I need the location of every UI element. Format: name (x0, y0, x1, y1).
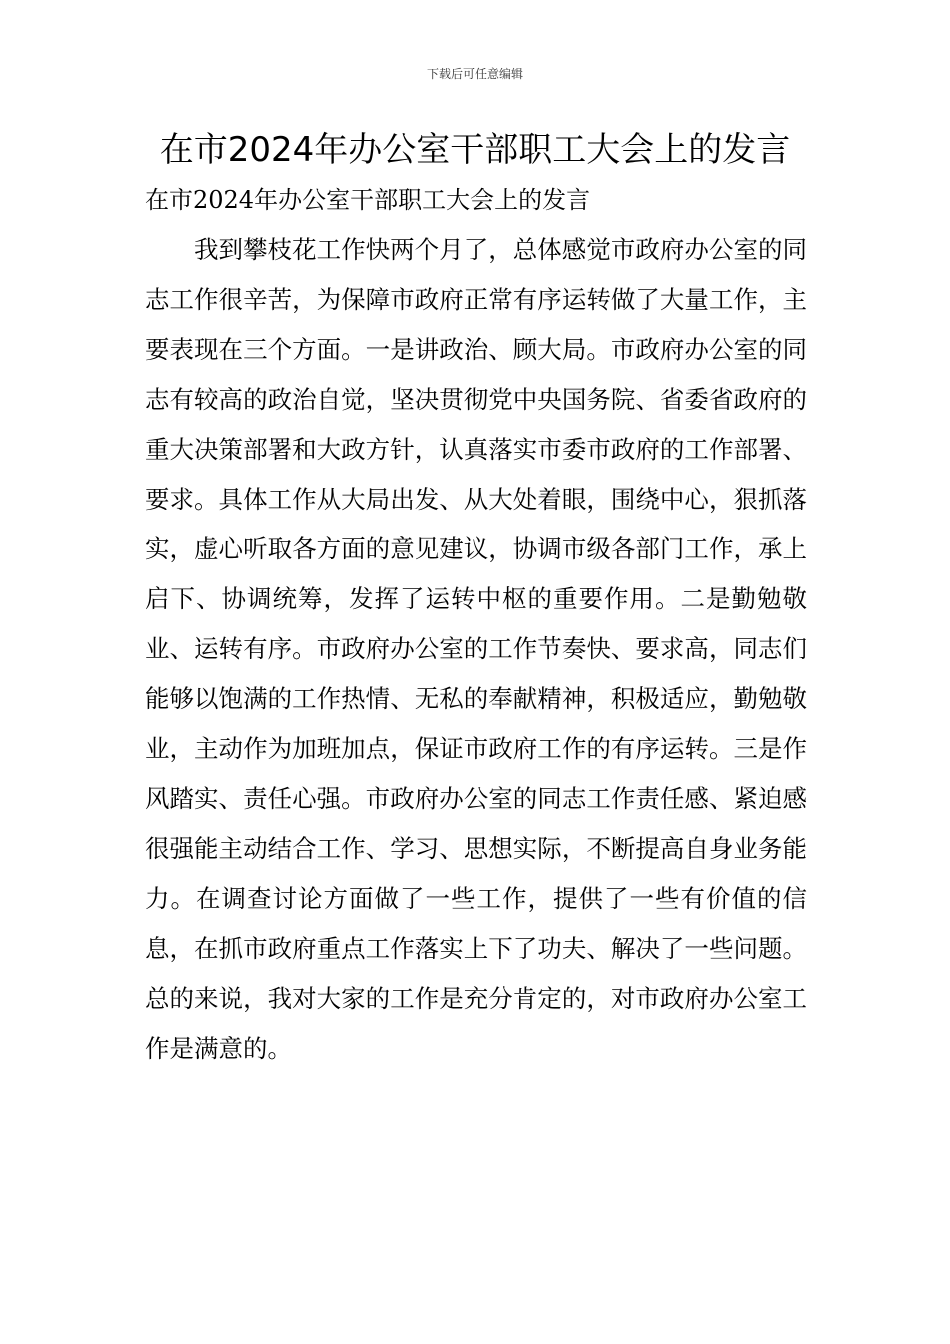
header-note: 下载后可任意编辑 (426, 67, 523, 81)
document-subtitle: 在市2024年办公室干部职工大会上的发言 (145, 186, 591, 214)
document-body-paragraph: 我到攀枝花工作快两个月了，总体感觉市政府办公室的同志工作很辛苦，为保障市政府正常有序运转做了大量工作，主要表现在三个方面。一是讲政治、顾大局。市政府办公室的同志有较高的政治自觉，坚决贯彻党中央国务院、省委省政府的重大决策部署和大政方针，认真落实市委市政府的工作部署、要求。具体工作从大局出发、从大处着眼，围绕中心，狠抓落实，虚心听取各方面的意见建议，协调市级各部门工作，承上启下、协调统筹，发挥了运转中枢的重要作用。二是勤勉敬业、运转有序。市政府办公室的工作节奏快、要求高，同志们能够以饱满的工作热情、无私的奉献精神，积极适应，勤勉敬业，主动作为加班加点，保证市政府工作的有序运转。三是作风踏实、责任心强。市政府办公室的同志工作责任感、紧迫感很强能主动结合工作、学习、思想实际，不断提高自身业务能力。在调查讨论方面做了一些工作，提供了一些有价值的信息，在抓市政府重点工作落实上下了功夫、解决了一些问题。总的来说，我对大家的工作是充分肯定的，对市政府办公室工作是满意的。 (145, 235, 807, 1063)
document-title: 在市2024年办公室干部职工大会上的发言 (159, 130, 791, 170)
